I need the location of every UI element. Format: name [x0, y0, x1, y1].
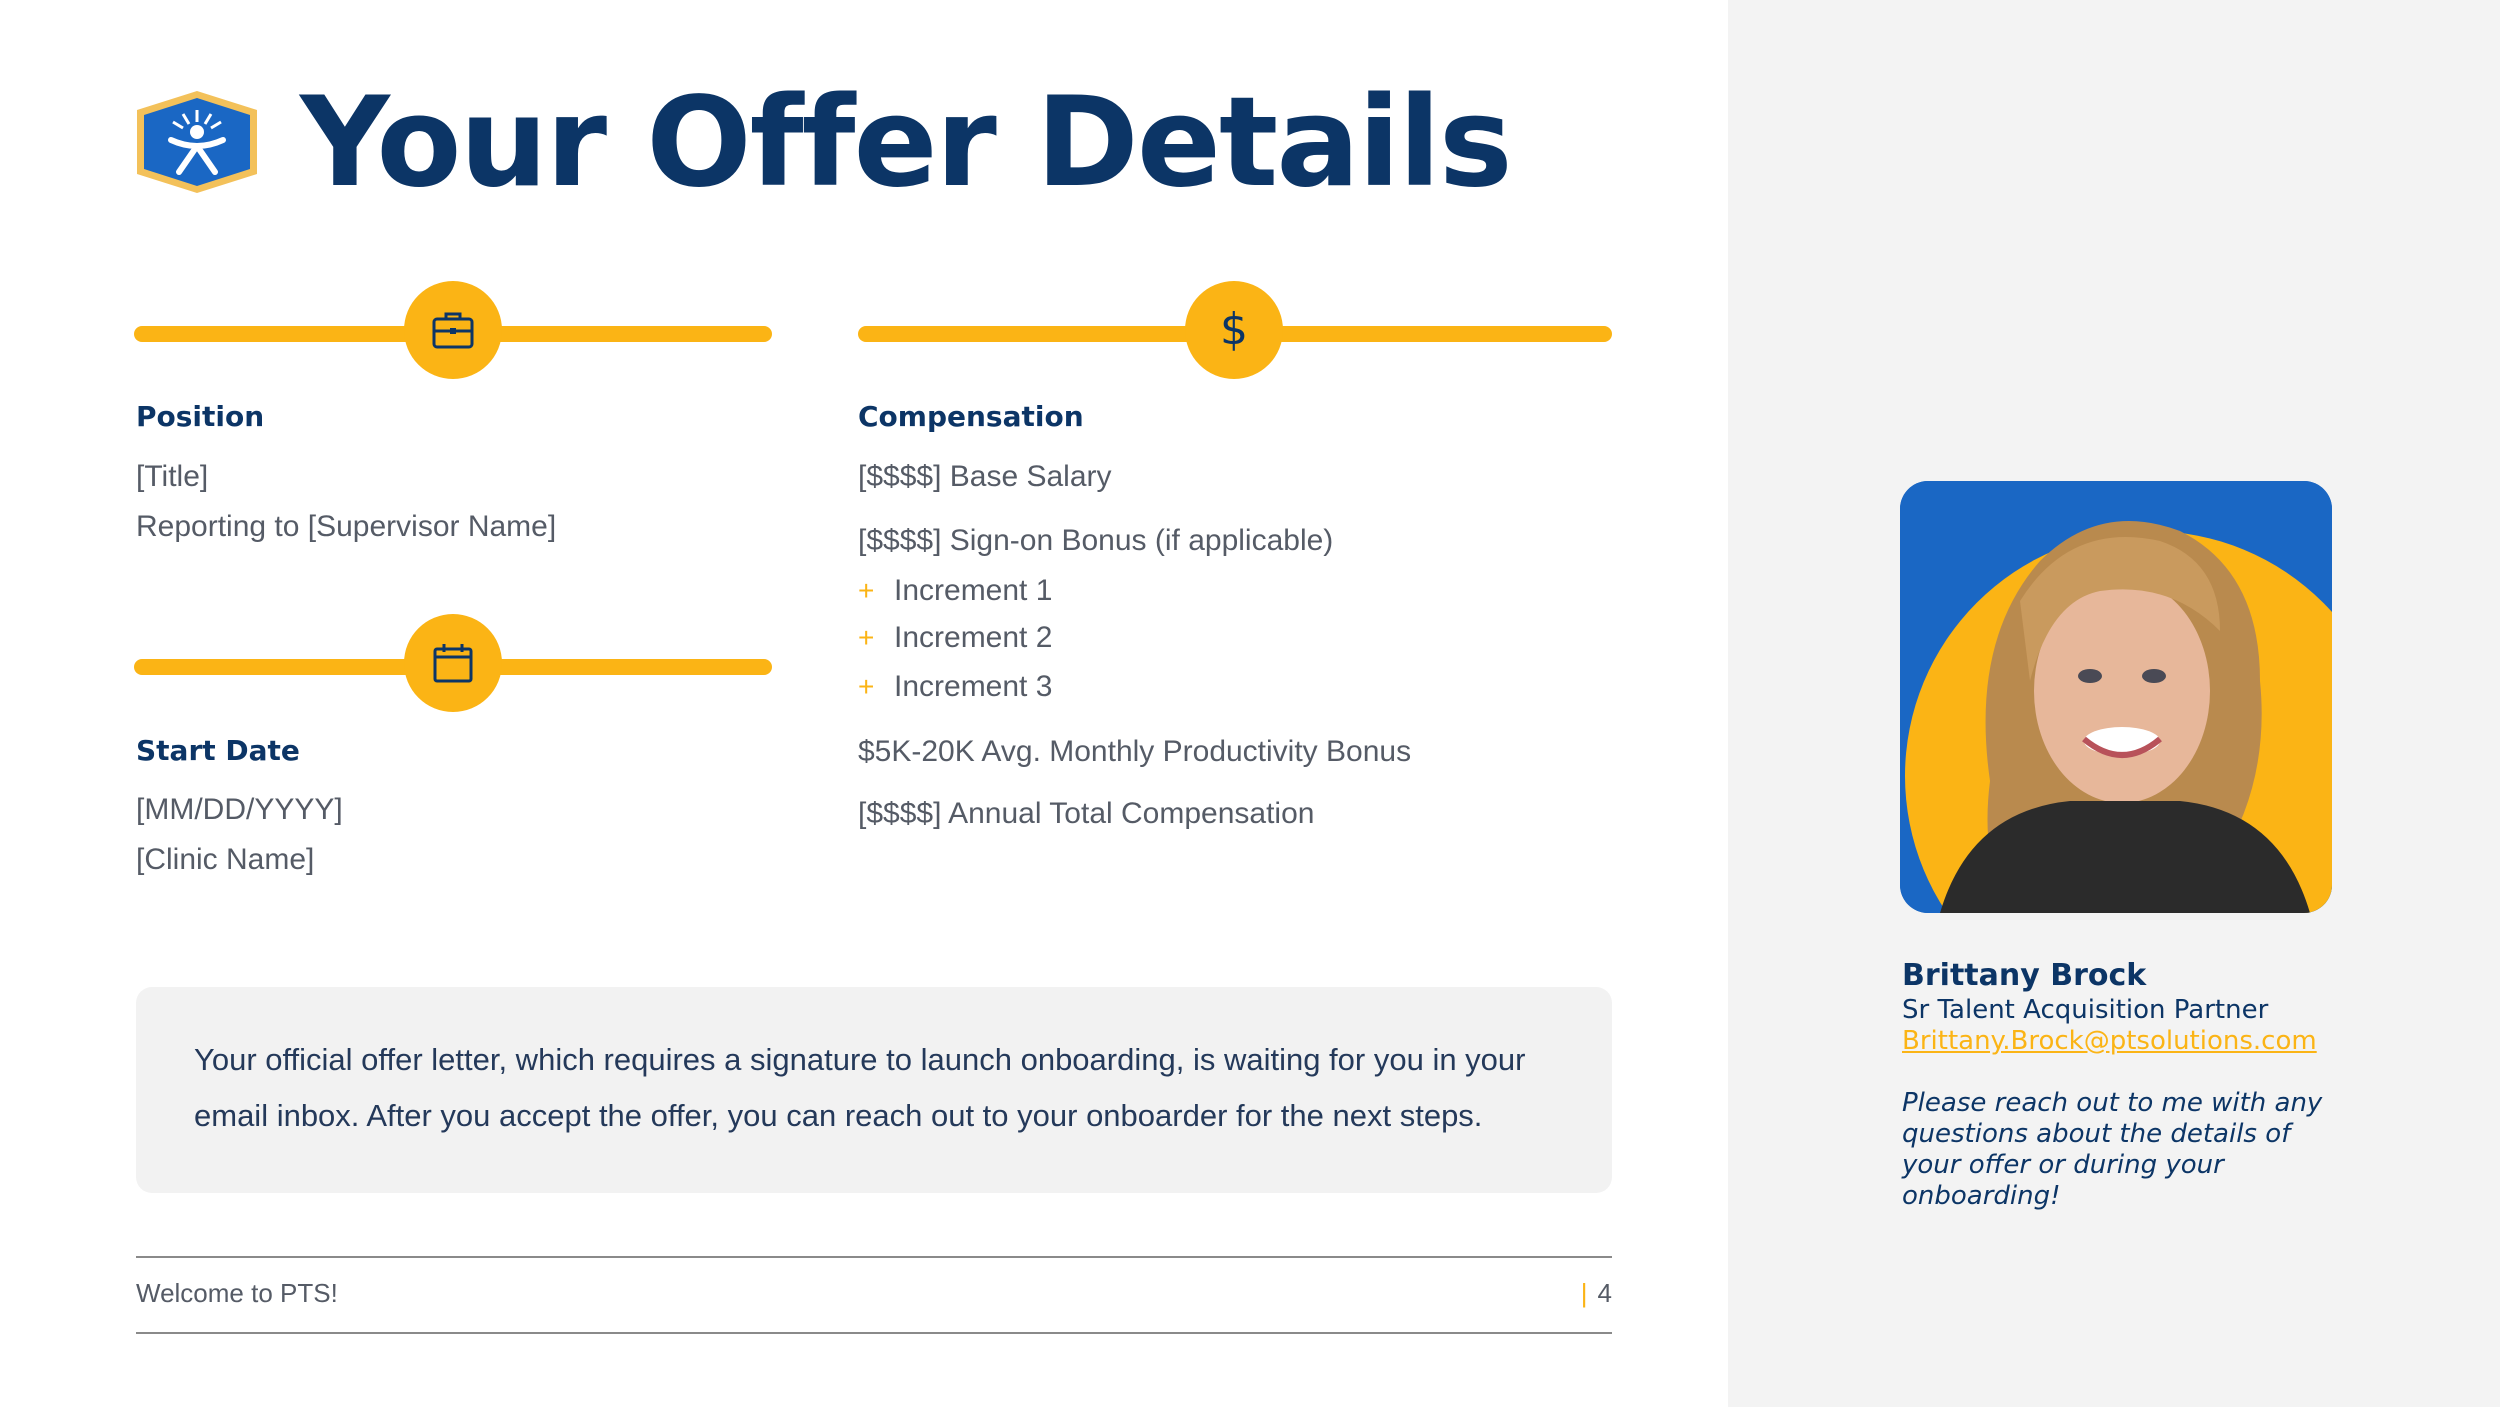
footer-top-rule	[136, 1256, 1612, 1258]
total-compensation: [$$$$] Annual Total Compensation	[858, 797, 1315, 830]
plus-icon: +	[858, 575, 875, 606]
start-date-icon-badge	[404, 614, 502, 712]
clinic-name: [Clinic Name]	[136, 843, 315, 876]
footer-welcome: Welcome to PTS!	[136, 1278, 338, 1308]
start-date-heading: Start Date	[136, 734, 300, 767]
increment-label: Increment 2	[894, 621, 1053, 654]
pts-logo-icon	[133, 88, 261, 196]
list-item	[858, 574, 1052, 608]
page-number-value: 4	[1597, 1278, 1612, 1308]
contact-name: Brittany Brock	[1902, 958, 2147, 993]
calendar-icon	[430, 640, 476, 686]
offer-letter-note	[136, 987, 1612, 1193]
footer-bottom-rule	[136, 1332, 1612, 1334]
offer-letter-text: Your official offer letter, which requires a signature to launch onboarding, is waiting for you in your email inbox. After you accept the offer, you can reach out to your onboarder for the next steps.	[194, 1042, 1526, 1133]
compensation-icon-badge	[1185, 281, 1283, 379]
start-date-value: [MM/DD/YYYY]	[136, 793, 343, 826]
productivity-bonus: $5K-20K Avg. Monthly Productivity Bonus	[858, 735, 1412, 768]
plus-icon: +	[858, 622, 875, 653]
footer-separator: |	[1580, 1278, 1588, 1308]
position-supervisor: Reporting to [Supervisor Name]	[136, 510, 557, 543]
briefcase-icon	[430, 307, 476, 353]
dollar-icon: $	[1220, 304, 1248, 355]
contact-photo	[1900, 481, 2332, 913]
contact-message: Please reach out to me with any questions about the details of your offer or during your onboarding!	[1902, 1088, 2323, 1211]
page-title: Your Offer Details	[300, 71, 1511, 215]
contact-email-link[interactable]: Brittany.Brock@ptsolutions.com	[1902, 1026, 2317, 1056]
list-item	[858, 621, 1052, 655]
list-item	[858, 670, 1052, 704]
increment-label: Increment 3	[894, 670, 1053, 703]
position-heading: Position	[136, 400, 265, 433]
sign-on-bonus: [$$$$] Sign-on Bonus (if applicable)	[858, 524, 1334, 557]
increment-label: Increment 1	[894, 574, 1053, 607]
position-icon-badge	[404, 281, 502, 379]
position-title: [Title]	[136, 460, 209, 493]
contact-role: Sr Talent Acquisition Partner	[1902, 995, 2269, 1025]
page-number	[1581, 1278, 1612, 1309]
base-salary: [$$$$] Base Salary	[858, 460, 1112, 493]
compensation-heading: Compensation	[858, 400, 1084, 433]
plus-icon: +	[858, 671, 875, 702]
